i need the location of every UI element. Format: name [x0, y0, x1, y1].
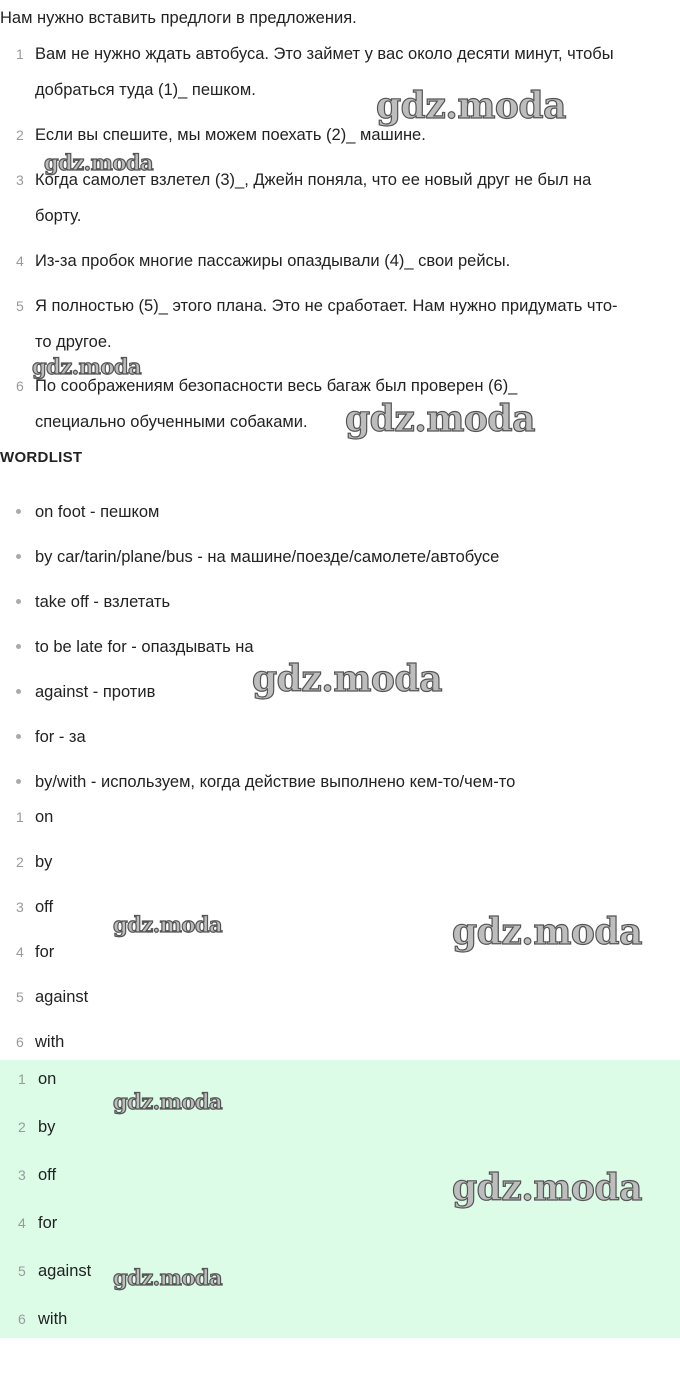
task-text-line: Когда самолет взлетел (3)_, Джейн поняла, что ее новый друг не был на — [35, 171, 592, 189]
answer-text: by — [35, 853, 53, 871]
answer-item — [0, 1304, 680, 1334]
answer-number: 5 — [18, 1263, 26, 1279]
watermark: gdz.moda — [113, 1265, 223, 1290]
answer-number: 3 — [16, 899, 24, 915]
answer-number: 5 — [16, 989, 24, 1005]
answer-number: 6 — [16, 1034, 24, 1050]
task-text-line: Вам не нужно ждать автобуса. Это займет у вас около десяти минут, чтобы — [35, 45, 614, 63]
wordlist-text: by/with - используем, когда действие выполнено кем-то/чем-то — [35, 773, 516, 791]
task-text-line: Я полностью (5)_ этого плана. Это не сработает. Нам нужно придумать что- — [35, 297, 618, 315]
wordlist-item — [0, 767, 680, 797]
answer-text: with — [38, 1310, 68, 1328]
watermark: gdz.moda — [345, 398, 535, 440]
task-text-line: добраться туда (1)_ пешком. — [35, 81, 256, 99]
watermark: gdz.moda — [252, 658, 442, 700]
wordlist-text: on foot - пешком — [35, 503, 160, 521]
watermark: gdz.moda — [113, 912, 223, 937]
answer-text: on — [38, 1070, 57, 1088]
answer-number: 3 — [18, 1167, 26, 1183]
wordlist-title: WORDLIST — [0, 449, 83, 466]
task-text-line: специально обученными собаками. — [35, 413, 308, 431]
task-number: 6 — [16, 378, 24, 394]
task-text-line: борту. — [35, 207, 82, 225]
answer-text: off — [38, 1166, 57, 1184]
wordlist-text: to be late for - опаздывать на — [35, 638, 254, 656]
answer-number: 2 — [18, 1119, 26, 1135]
watermark: gdz.moda — [452, 911, 642, 953]
answer-text: off — [35, 898, 54, 916]
bullet-icon — [16, 779, 21, 784]
task-number: 4 — [16, 253, 24, 269]
task-number: 5 — [16, 298, 24, 314]
watermark: gdz.moda — [113, 1089, 223, 1114]
bullet-icon — [16, 734, 21, 739]
wordlist-text: by car/tarin/plane/bus - на машине/поезде/самолете/автобусе — [35, 548, 500, 566]
answer-number: 2 — [16, 854, 24, 870]
watermark: gdz.moda — [44, 150, 154, 175]
wordlist-text: against - против — [35, 683, 156, 701]
watermark: gdz.moda — [32, 354, 142, 379]
task-number: 2 — [16, 127, 24, 143]
intro-text: Нам нужно вставить предлоги в предложения. — [0, 9, 357, 27]
answer-item — [0, 1256, 680, 1286]
wordlist-text: for - за — [35, 728, 86, 746]
task-number: 3 — [16, 172, 24, 188]
answer-item — [0, 1112, 680, 1142]
answer-item — [0, 1208, 680, 1238]
watermark: gdz.moda — [452, 1167, 642, 1209]
answer-item — [0, 1064, 680, 1094]
task-text-line: Если вы спешите, мы можем поехать (2)_ машине. — [35, 126, 426, 144]
task-text-line: По соображениям безопасности весь багаж был проверен (6)_ — [35, 377, 518, 395]
answer-item — [0, 802, 680, 832]
bullet-icon — [16, 554, 21, 559]
answer-item — [0, 982, 680, 1012]
answer-number: 6 — [18, 1311, 26, 1327]
watermark: gdz.moda — [376, 85, 566, 127]
answer-item — [0, 1027, 680, 1057]
answer-text: by — [38, 1118, 56, 1136]
bullet-icon — [16, 689, 21, 694]
task-number: 1 — [16, 46, 24, 62]
bullet-icon — [16, 599, 21, 604]
bullet-icon — [16, 509, 21, 514]
answer-text: against — [38, 1262, 92, 1280]
answer-number: 4 — [16, 944, 24, 960]
answer-text: for — [38, 1214, 58, 1232]
answer-number: 4 — [18, 1215, 26, 1231]
answer-text: for — [35, 943, 55, 961]
answer-number: 1 — [18, 1071, 26, 1087]
answer-number: 1 — [16, 809, 24, 825]
bullet-icon — [16, 644, 21, 649]
answer-text: against — [35, 988, 89, 1006]
wordlist-item — [0, 722, 680, 752]
wordlist-item — [0, 497, 680, 527]
wordlist-text: take off - взлетать — [35, 593, 171, 611]
wordlist-item — [0, 542, 680, 572]
task-text-line: Из-за пробок многие пассажиры опаздывали (4)_ свои рейсы. — [35, 252, 511, 270]
answer-text: on — [35, 808, 54, 826]
answer-text: with — [35, 1033, 65, 1051]
task-text-line: то другое. — [35, 333, 112, 351]
answer-item — [0, 847, 680, 877]
wordlist-item — [0, 587, 680, 617]
